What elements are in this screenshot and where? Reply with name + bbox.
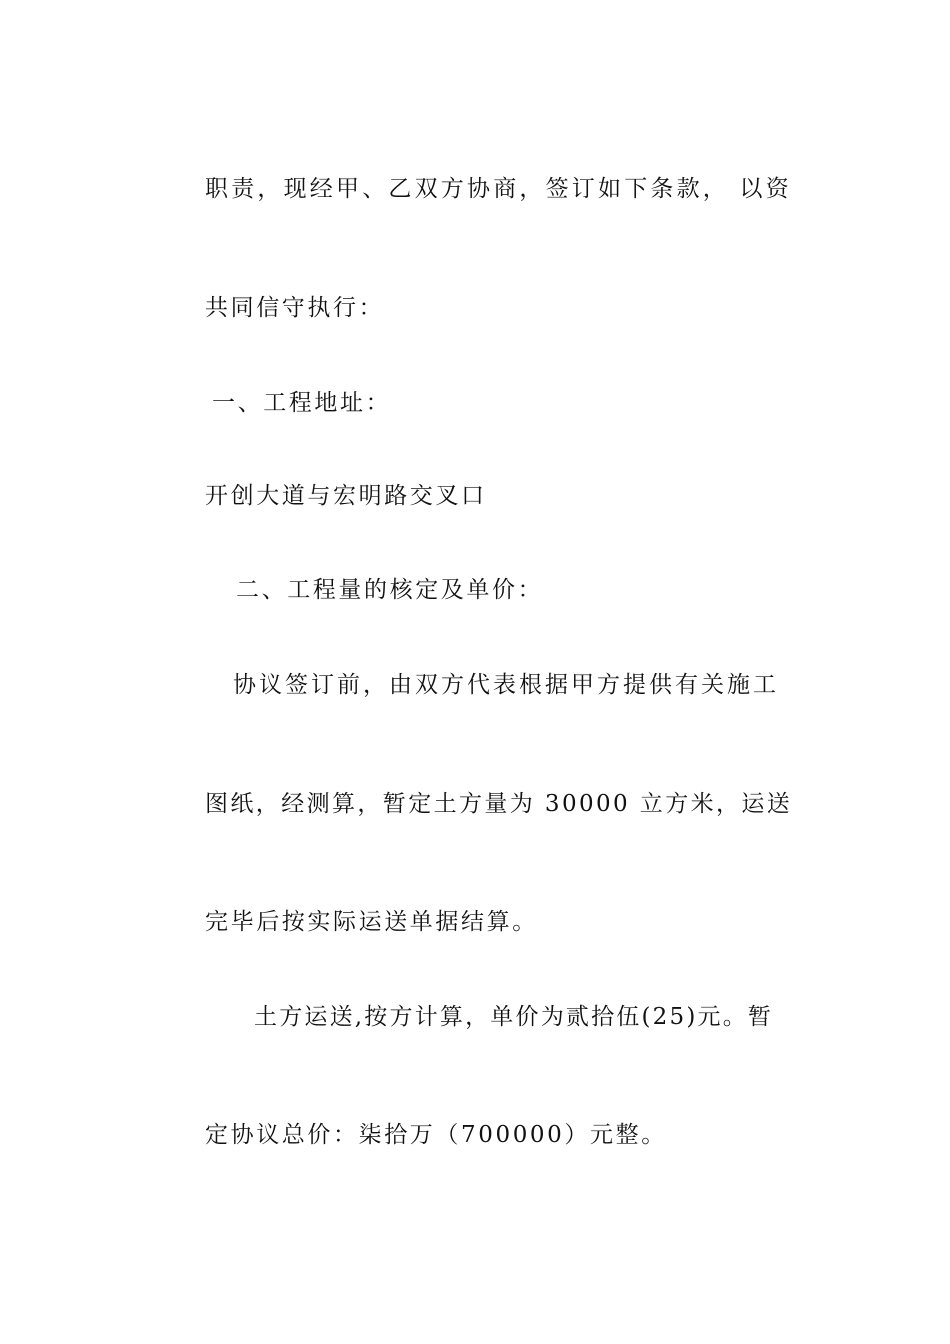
section-heading-address: 一、工程地址： [212,390,392,416]
paragraph-line: 定协议总价：柒拾万（700000）元整。 [205,1122,667,1148]
paragraph-line: 协议签订前，由双方代表根据甲方提供有关施工 [233,672,779,698]
paragraph-line: 土方运送,按方计算，单价为贰拾伍(25)元。暂 [254,1004,774,1030]
paragraph-line: 共同信守执行： [205,295,385,321]
paragraph-line: 图纸，经测算，暂定土方量为 30000 立方米，运送 [205,791,793,817]
paragraph-line: 职责，现经甲、乙双方协商，签订如下条款， 以资 [205,176,792,202]
paragraph-line: 完毕后按实际运送单据结算。 [205,909,538,935]
address-text: 开创大道与宏明路交叉口 [205,483,487,509]
section-heading-quantity-price: 二、工程量的核定及单价： [236,577,544,603]
